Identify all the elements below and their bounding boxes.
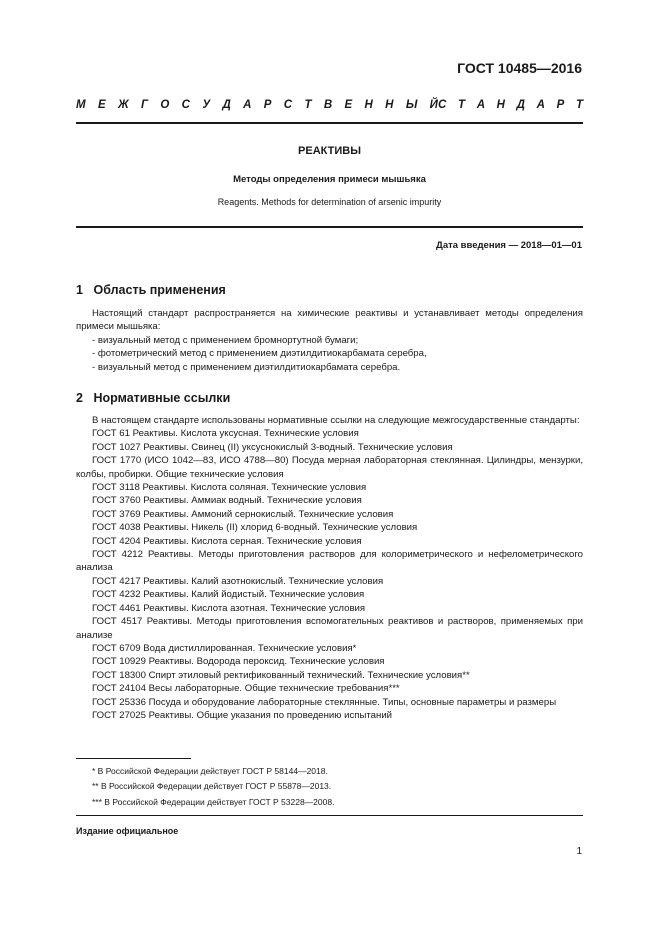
reference-item: ГОСТ 24104 Весы лабораторные. Общие технические требования*** [92, 683, 400, 695]
section-1-number: 1 [76, 283, 83, 297]
reference-item: ГОСТ 4038 Реактивы. Никель (II) хлорид 6-водный. Технические условия [92, 522, 418, 534]
reference-item: ГОСТ 4217 Реактивы. Калий азотнокислый. Технические условия [92, 575, 384, 587]
banner-letter: О [160, 99, 170, 111]
list-item: - визуальный метод с применением бромнортутной бумаги; [92, 334, 359, 346]
banner-letter: Е [344, 99, 353, 111]
section-1-title: Область применения [93, 283, 226, 297]
banner-letter: М [76, 99, 86, 111]
banner-letter: А [536, 99, 545, 111]
banner-letter: Д [516, 99, 525, 111]
reference-item: ГОСТ 4517 Реактивы. Методы приготовления вспомогательных реактивов и растворов, применяемых при анализе [76, 616, 583, 641]
banner-letter: Н [385, 99, 394, 111]
banner-letter: У [202, 99, 211, 111]
reference-item: ГОСТ 18300 Спирт этиловый ректификованный технический. Технические условия** [92, 669, 470, 681]
reference-item: ГОСТ 10929 Реактивы. Водорода пероксид. Технические условия [92, 656, 385, 668]
reference-item: ГОСТ 3118 Реактивы. Кислота соляная. Технические условия [92, 482, 367, 494]
section-1-heading [76, 283, 226, 297]
document-subtitle: Методы определения примеси мышьяка [233, 174, 426, 185]
section-1-list [76, 334, 583, 374]
banner-letter: А [243, 99, 252, 111]
top-rule [76, 122, 583, 124]
bottom-rule [76, 815, 583, 816]
footnote-1: * В Российской Федерации действует ГОСТ Р 58144—2018. [92, 766, 328, 776]
banner-letter: С [438, 99, 447, 111]
banner-letter: С [181, 99, 190, 111]
banner-letter: Т [457, 99, 466, 111]
banner-letter: Ы [405, 99, 418, 111]
standard-type-word-1 [76, 99, 438, 111]
banner-letter: Н [496, 99, 505, 111]
section-2-heading [76, 391, 230, 405]
banner-letter: Е [97, 99, 106, 111]
reference-item: ГОСТ 4461 Реактивы. Кислота азотная. Технические условия [92, 602, 366, 614]
standard-type-banner [76, 99, 583, 111]
reference-item: ГОСТ 27025 Реактивы. Общие указания по проведению испытаний [92, 709, 393, 721]
section-2-number: 2 [76, 391, 83, 405]
section-2-title: Нормативные ссылки [93, 391, 231, 405]
section-2-body [76, 414, 583, 722]
banner-letter: С [283, 99, 293, 111]
banner-letter: Т [304, 99, 312, 111]
banner-letter: Т [575, 99, 583, 111]
standard-type-word-2 [438, 99, 583, 111]
banner-letter: Р [556, 99, 565, 111]
banner-letter: А [476, 99, 485, 111]
reference-item: ГОСТ 4212 Реактивы. Методы приготовления растворов для колориметрического и нефелометрического анализа [76, 549, 583, 574]
introduction-date: Дата введения — 2018—01—01 [436, 240, 582, 251]
edition-label: Издание официальное [76, 826, 179, 836]
document-title: РЕАКТИВЫ [298, 145, 361, 157]
reference-item: ГОСТ 61 Реактивы. Кислота уксусная. Технические условия [92, 428, 359, 440]
list-item: - фотометрический метод с применением диэтилдитиокарбамата серебра, [92, 348, 427, 360]
reference-item: ГОСТ 6709 Вода дистиллированная. Технические условия* [92, 642, 357, 654]
banner-letter: Ж [117, 99, 129, 111]
title-rule [76, 226, 583, 228]
page-number: 1 [576, 846, 582, 857]
banner-letter: В [323, 99, 333, 111]
gost-number: ГОСТ 10485—2016 [457, 60, 582, 76]
banner-letter: Й [429, 99, 438, 111]
banner-letter: Н [364, 99, 373, 111]
reference-item: ГОСТ 3769 Реактивы. Аммоний сернокислый. Технические условия [92, 508, 394, 520]
section-1-body [76, 307, 583, 374]
footnote-rule [76, 758, 191, 759]
reference-item: ГОСТ 1027 Реактивы. Свинец (II) уксуснокислый 3-водный. Технические условия [92, 441, 453, 453]
reference-item: ГОСТ 25336 Посуда и оборудование лабораторные стеклянные. Типы, основные параметры и размеры [92, 696, 557, 708]
footnotes [92, 764, 334, 810]
reference-item: ГОСТ 4204 Реактивы. Кислота серная. Технические условия [92, 535, 362, 547]
reference-item: ГОСТ 3760 Реактивы. Аммиак водный. Технические условия [92, 495, 362, 507]
reference-item: ГОСТ 4232 Реактивы. Калий йодистый. Технические условия [92, 589, 365, 601]
section-2-paragraph: В настоящем стандарте использованы нормативные ссылки на следующие межгосударственные стандарты: [92, 415, 580, 426]
reference-item: ГОСТ 1770 (ИСО 1042—83, ИСО 4788—80) Посуда мерная лабораторная стеклянная. Цилиндры, мензурки, колбы, пробирки. Общие технические условия [76, 455, 583, 480]
footnote-2: ** В Российской Федерации действует ГОСТ Р 55878—2013. [92, 781, 332, 792]
document-english-title: Reagents. Methods for determination of arsenic impurity [217, 197, 442, 207]
banner-letter: Г [140, 99, 149, 111]
section-1-paragraph: Настоящий стандарт распространяется на химические реактивы и устанавливает методы определения примеси мышьяка: [76, 308, 583, 333]
banner-letter: Р [263, 99, 272, 111]
list-item: - визуальный метод с применением диэтилдитиокарбамата серебра. [92, 361, 401, 373]
footnote-3: *** В Российской Федерации действует ГОСТ Р 53228—2008. [92, 796, 335, 807]
banner-letter: Д [222, 99, 231, 111]
